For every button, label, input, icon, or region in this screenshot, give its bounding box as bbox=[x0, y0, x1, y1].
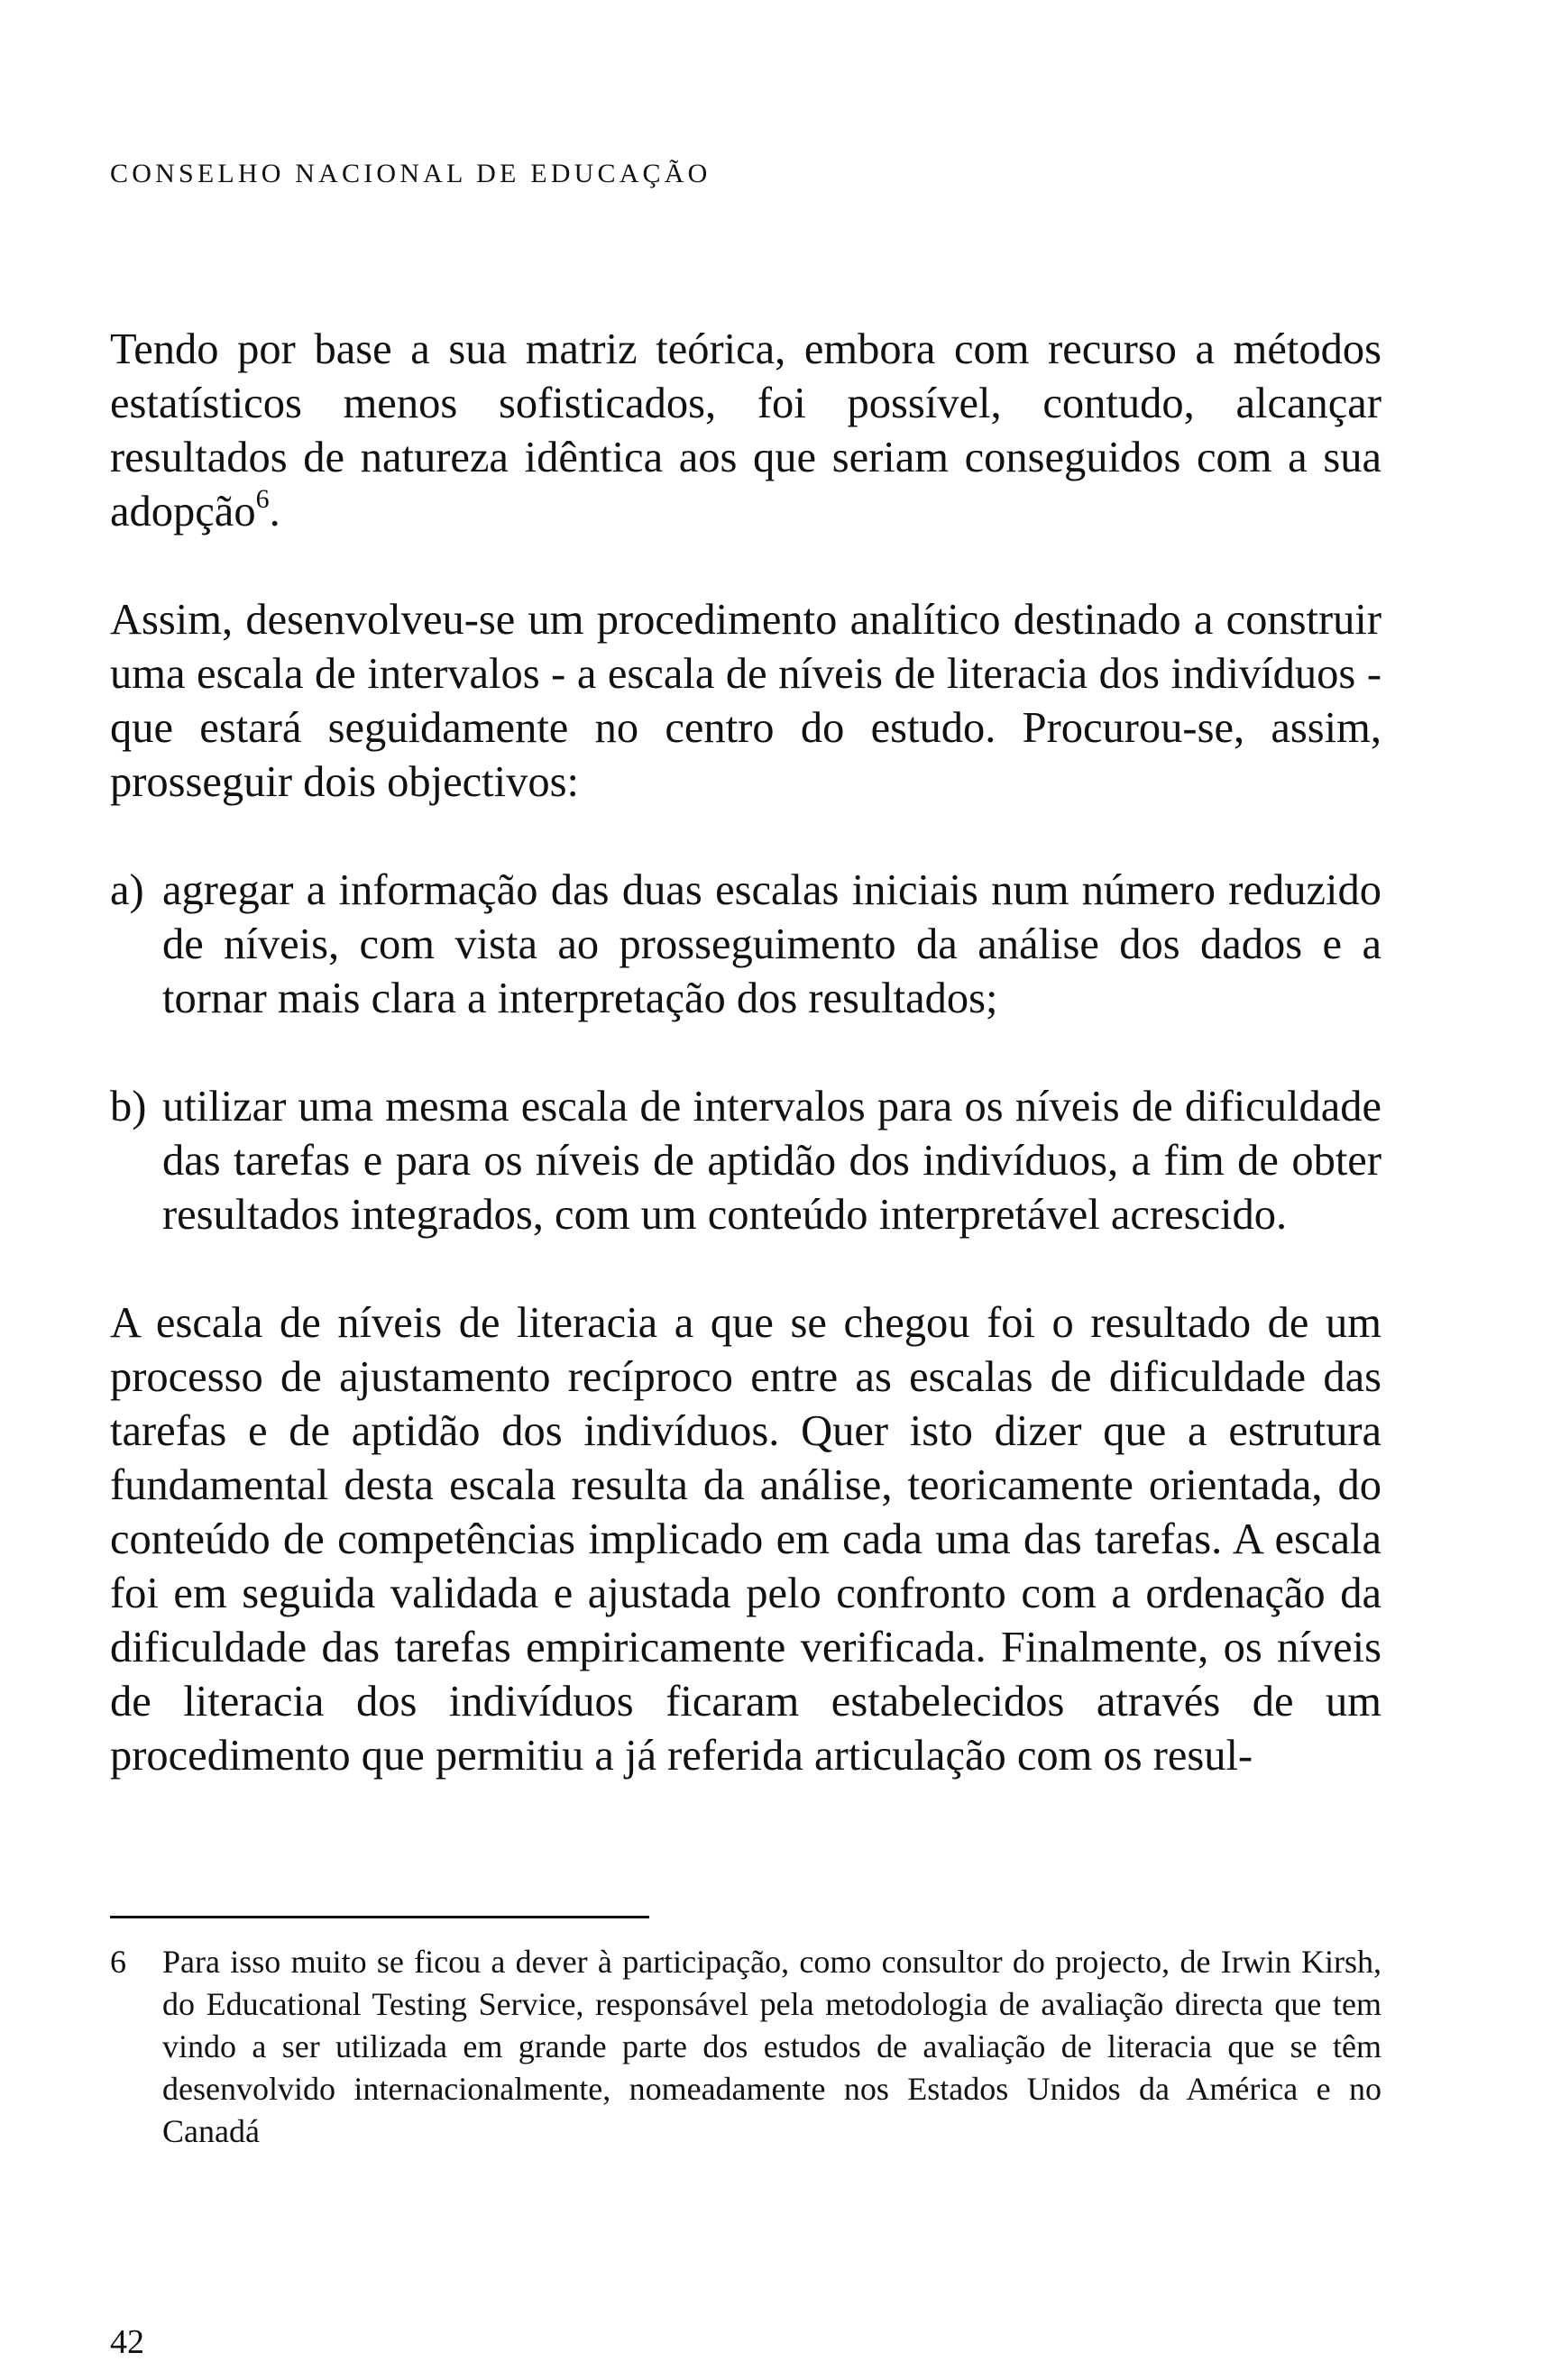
list-marker-b: b) bbox=[110, 1083, 147, 1130]
footnote-reference: 6 bbox=[255, 484, 270, 514]
list-marker-a: a) bbox=[110, 866, 144, 914]
paragraph-1-trailing: . bbox=[269, 488, 280, 536]
footnote-number: 6 bbox=[110, 1944, 126, 1980]
list-text-a: agregar a informação das duas escalas iniciais num número reduzido de níveis, com vista ao prosseguimento da análise dos dados e a tornar mais clara a interpretação dos resultados; bbox=[162, 866, 1381, 1022]
footnote bbox=[110, 1941, 1381, 2153]
running-header: CONSELHO NACIONAL DE EDUCAÇÃO bbox=[110, 159, 711, 188]
list-item-b bbox=[110, 1080, 1381, 1242]
paragraph-3: A escala de níveis de literacia a que se chegou foi o resultado de um processo de ajustamento recíproco entre as escalas de dificuldade das tarefas e de aptidão dos indivíduos. Quer isto dizer que a estrutura fundamental desta escala resulta da análise, teoricamente orientada, do conteúdo de competências implicado em cada uma das tarefas. A escala foi em seguida validada e ajustada pelo confronto com a ordenação da dificuldade das tarefas empiricamente verificada. Finalmente, os níveis de literacia dos indivíduos ficaram estabelecidos através de um procedimento que permitiu a já referida articulação com os resul- bbox=[110, 1299, 1381, 1780]
paragraph-2: Assim, desenvolveu-se um procedimento analítico destinado a construir uma escala de intervalos - a escala de níveis de literacia dos indivíduos - que estará seguidamente no centro do estudo. Procurou-se, assim, prosseguir dois objectivos: bbox=[110, 596, 1381, 806]
footnote-divider bbox=[110, 1916, 649, 1918]
list-item-a bbox=[110, 864, 1381, 1026]
list-text-b: utilizar uma mesma escala de intervalos para os níveis de dificuldade das tarefas e para os níveis de aptidão dos indivíduos, a fim de obter resultados integrados, com um conteúdo interpretável acrescido. bbox=[162, 1083, 1381, 1239]
page-number: 42 bbox=[110, 2323, 144, 2361]
body-text bbox=[110, 323, 1381, 1783]
footnote-text: Para isso muito se ficou a dever à participação, como consultor do projecto, de Irwin Kirsh, do Educational Testing Service, responsável pela metodologia de avaliação directa que tem vindo a ser utilizada em grande parte dos estudos de avaliação de literacia que se têm desenvolvido internacionalmente, nomeadamente nos Estados Unidos da América e no Canadá bbox=[162, 1944, 1381, 2149]
paragraph-1 bbox=[110, 323, 1381, 539]
paragraph-1-text: Tendo por base a sua matriz teórica, embora com recurso a métodos estatísticos menos sofisticados, foi possível, contudo, alcançar resultados de natureza idêntica aos que seriam conseguidos com a sua adopção bbox=[110, 325, 1381, 536]
